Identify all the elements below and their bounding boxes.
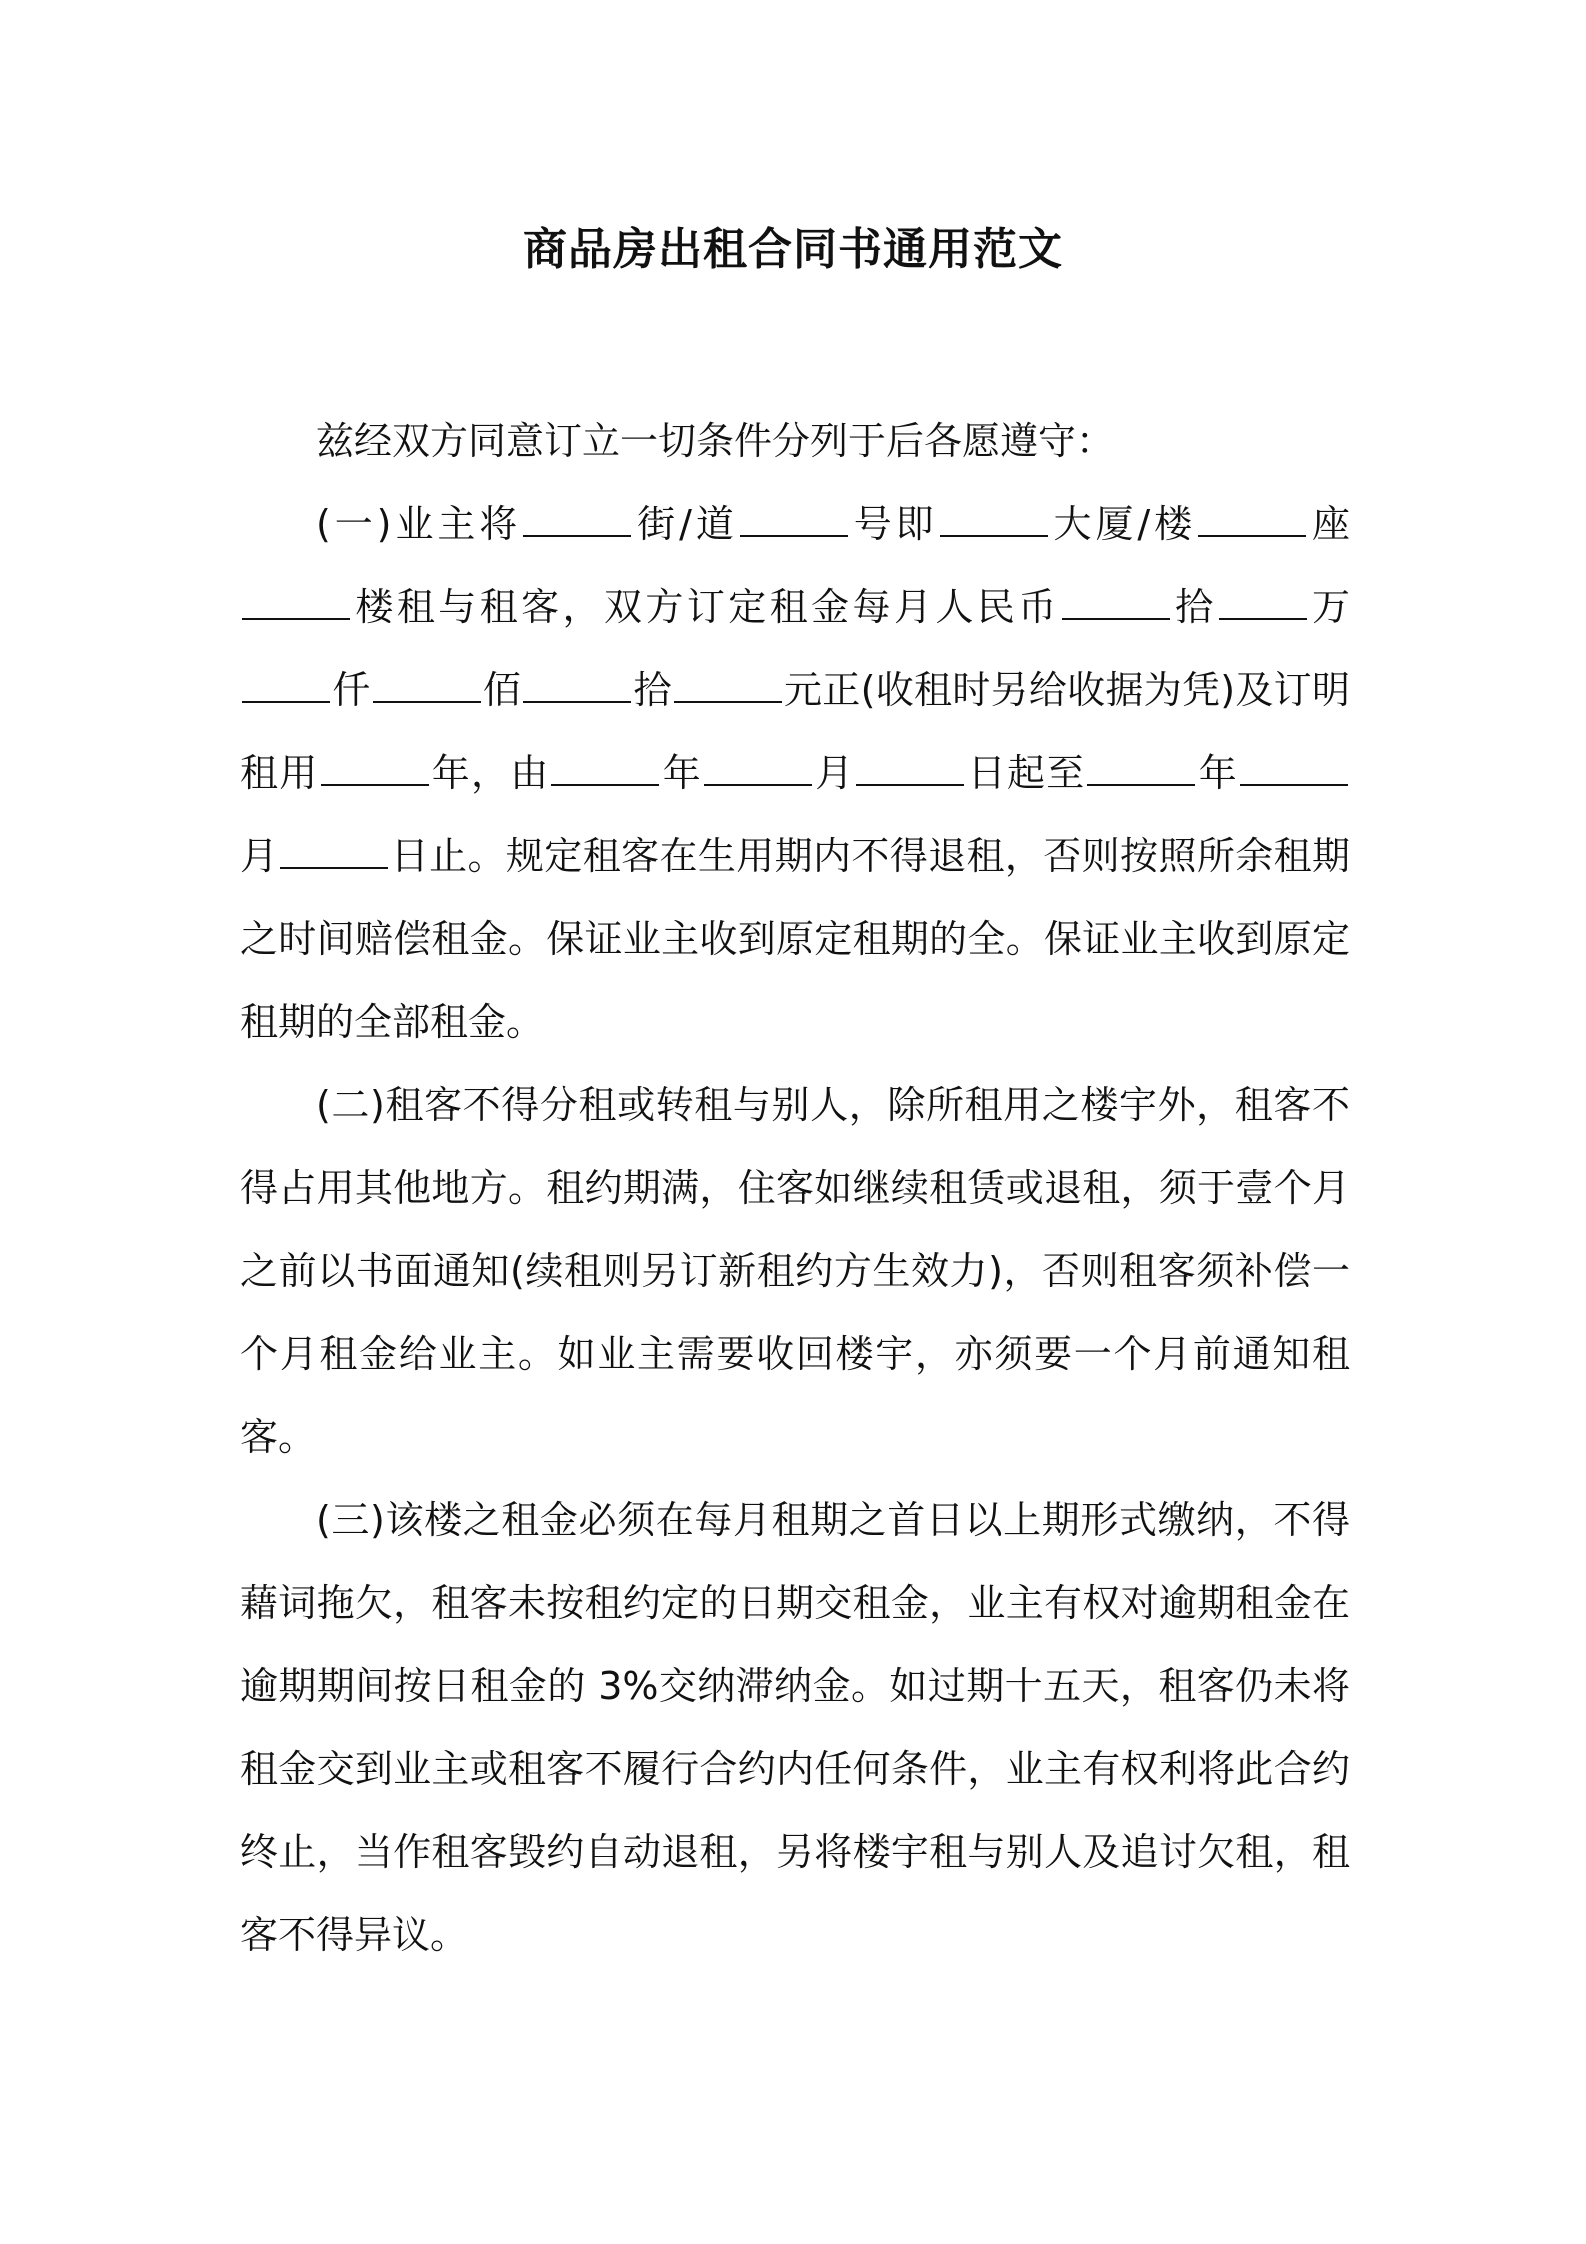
clause-1-text: 拾 xyxy=(633,668,672,712)
clause-1-text: 号即 xyxy=(849,502,938,546)
blank-building xyxy=(940,499,1048,537)
clause-1-text: 仟 xyxy=(332,668,371,712)
blank-amount xyxy=(523,665,631,703)
blank-block xyxy=(1198,499,1306,537)
blank-amount xyxy=(242,665,330,703)
clause-1-text: 月 xyxy=(813,751,855,795)
blank-start-day xyxy=(856,748,964,786)
clause-1-text: 日起至 xyxy=(966,751,1086,795)
intro-paragraph: 兹经双方同意订立一切条件分列于后各愿遵守： xyxy=(316,419,1115,463)
blank-end-day xyxy=(280,831,388,869)
clause-1-text: 万 xyxy=(1308,585,1350,629)
blank-amount xyxy=(1219,582,1307,620)
clause-3-paragraph: (三)该楼之租金必须在每月租期之首日以上期形式缴纳，不得藉词拖欠，租客未按租约定的日期交租金，业主有权对逾期租金在逾期期间按日租金的 3%交纳滞纳金。如过期十五天，租客仍未将租金交到业主或租客不履行合约内任何条件，业主有权利将此合约终止，当作租客毁约自动退租，另将楼宇租与别人及追讨欠租，租客不得异议。 xyxy=(240,1498,1350,1957)
clause-1-text: 年 xyxy=(661,751,702,795)
clause-1-text: 月 xyxy=(240,834,279,878)
clause-1-text: 佰 xyxy=(482,668,522,712)
blank-end-year xyxy=(1087,748,1195,786)
clause-2-paragraph: (二)租客不得分租或转租与别人，除所租用之楼宇外，租客不得占用其他地方。租约期满，住客如继续租赁或退租，须于壹个月之前以书面通知(续租则另订新租约方生效力)，否则租客须补偿一个月租金给业主。如业主需要收回楼宇，亦须要一个月前通知租客。 xyxy=(240,1083,1350,1459)
clause-1-text: 楼租与租客，双方订定租金每月人民币 xyxy=(352,585,1060,629)
clause-1-text: 街/道 xyxy=(633,502,738,546)
clause-1-text: (一)业主将 xyxy=(316,502,522,546)
blank-amount xyxy=(373,665,481,703)
clause-1-text: 拾 xyxy=(1171,585,1217,629)
clause-1-text: 座 xyxy=(1308,502,1350,546)
blank-start-month xyxy=(704,748,812,786)
clause-1-text: 大厦/楼 xyxy=(1049,502,1197,546)
clause-1-paragraph xyxy=(240,483,1350,1064)
clause-1-text: 年 xyxy=(1197,751,1238,795)
blank-floor xyxy=(242,582,350,620)
blank-amount xyxy=(1062,582,1170,620)
clause-1-text: 元正(收租时另给收据为凭)及订明租用 xyxy=(240,668,1350,795)
blank-end-month xyxy=(1240,748,1348,786)
clause-1-text: 日止。规定租客在生用期内不得退租，否则按照所余租期之时间赔偿租金。保证业主收到原定租期的全。保证业主收到原定租期的全部租金。 xyxy=(240,834,1350,1044)
blank-street xyxy=(523,499,631,537)
document-body xyxy=(240,400,1350,1977)
blank-number xyxy=(740,499,848,537)
blank-amount xyxy=(674,665,782,703)
blank-start-year xyxy=(551,748,659,786)
blank-term-years xyxy=(321,748,429,786)
document-title: 商品房出租合同书通用范文 xyxy=(523,224,1063,275)
clause-1-text: 年，由 xyxy=(430,751,550,795)
